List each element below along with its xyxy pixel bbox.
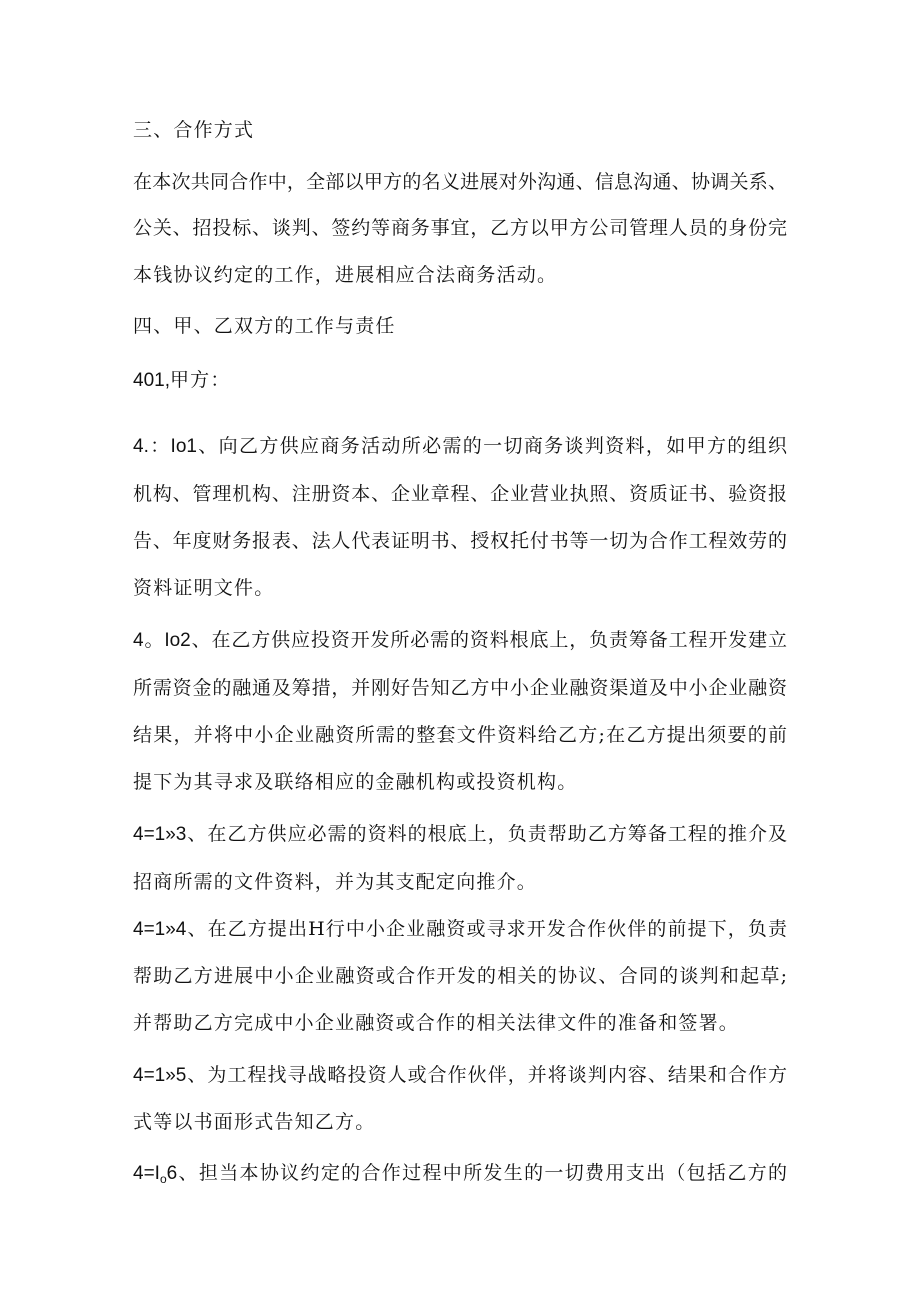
line-text: 、为工程找寻战略投资人或合作伙伴，并将谈判内容、结果和合作方 (186, 1064, 787, 1086)
paragraph-line (133, 263, 787, 287)
clause-number: 4=1»3 (133, 824, 187, 845)
paragraph-line (133, 964, 787, 988)
line-text: 三、合作方式 (133, 119, 255, 141)
clause-number-subscript: o (159, 1172, 167, 1185)
paragraph-line (133, 216, 787, 240)
line-text: 资料证明文件。 (133, 577, 275, 599)
clause-line (133, 917, 787, 941)
clause-number: 4.：Io1 (133, 436, 197, 457)
line-text: 在本次共同合作中，全部以甲方的名义进展对外沟通、信息沟通、协调关系、 (133, 171, 787, 193)
clause-line (133, 822, 787, 846)
paragraph-line (133, 1110, 787, 1134)
line-text: 招商所需的文件资料，并为其支配定向推介。 (133, 871, 538, 893)
paragraph-line (133, 870, 787, 894)
line-text: 、在乙方供应必需的资料的根底上，负责帮助乙方筹备工程的推介及 (186, 823, 787, 845)
line-text: 帮助乙方进展中小企业融资或合作开发的相关的协议、合同的谈判和起草; (133, 965, 787, 987)
clause-number: 4=I (133, 1163, 160, 1184)
clause-line (133, 628, 787, 652)
subsection-heading-party-a (133, 368, 787, 392)
clause-number: 4。Io2 (133, 630, 191, 651)
line-text: 四、甲、乙双方的工作与责任 (133, 315, 396, 337)
paragraph-line (133, 1011, 787, 1035)
clause-number: 4=1»5 (133, 1065, 187, 1086)
line-text: 并帮助乙方完成中小企业融资或合作的相关法律文件的准备和签署。 (133, 1012, 740, 1034)
clause-line (133, 1161, 787, 1185)
line-text: 结果，并将中小企业融资所需的整套文件资料给乙方;在乙方提出须要的前 (133, 724, 787, 746)
line-text: 提下为其寻求及联络相应的金融机构或投资机构。 (133, 771, 578, 793)
paragraph-line (133, 170, 787, 194)
clause-number: 4=1»4 (133, 919, 187, 940)
line-text: 、担当本协议约定的合作过程中所发生的一切费用支出（包括乙方的 (177, 1162, 787, 1184)
line-text: 所需资金的融通及筹措，并刚好告知乙方中小企业融资渠道及中小企业融资 (133, 677, 787, 699)
clause-line (133, 1063, 787, 1087)
line-text: 机构、管理机构、注册资本、企业章程、企业营业执照、资质证书、验资报 (133, 483, 787, 505)
line-text: 、在乙方提出H行中小企业融资或寻求开发合作伙伴的前提下，负责 (186, 918, 787, 940)
section-heading-responsibilities (133, 314, 787, 338)
paragraph-line (133, 529, 787, 553)
clause-line (133, 434, 787, 458)
line-text: 式等以书面形式告知乙方。 (133, 1111, 376, 1133)
paragraph-line (133, 576, 787, 600)
clause-number: 401, (133, 370, 170, 391)
clause-number-end: 6 (166, 1163, 178, 1184)
paragraph-line (133, 676, 787, 700)
section-heading-cooperation-method (133, 118, 787, 142)
line-text: 本钱协议约定的工作，进展相应合法商务活动。 (133, 264, 558, 286)
line-text: 、在乙方供应投资开发所必需的资料根底上，负责筹备工程开发建立 (190, 629, 787, 651)
paragraph-line (133, 723, 787, 747)
line-text: 告、年度财务报表、法人代表证明书、授权托付书等一切为合作工程效劳的 (133, 530, 787, 552)
line-text: 、向乙方供应商务活动所必需的一切商务谈判资料，如甲方的组织 (196, 435, 787, 457)
paragraph-line (133, 482, 787, 506)
line-text: 公关、招投标、谈判、签约等商务事宜，乙方以甲方公司管理人员的身份完 (133, 217, 787, 239)
paragraph-line (133, 770, 787, 794)
line-text: 甲方： (169, 369, 231, 391)
